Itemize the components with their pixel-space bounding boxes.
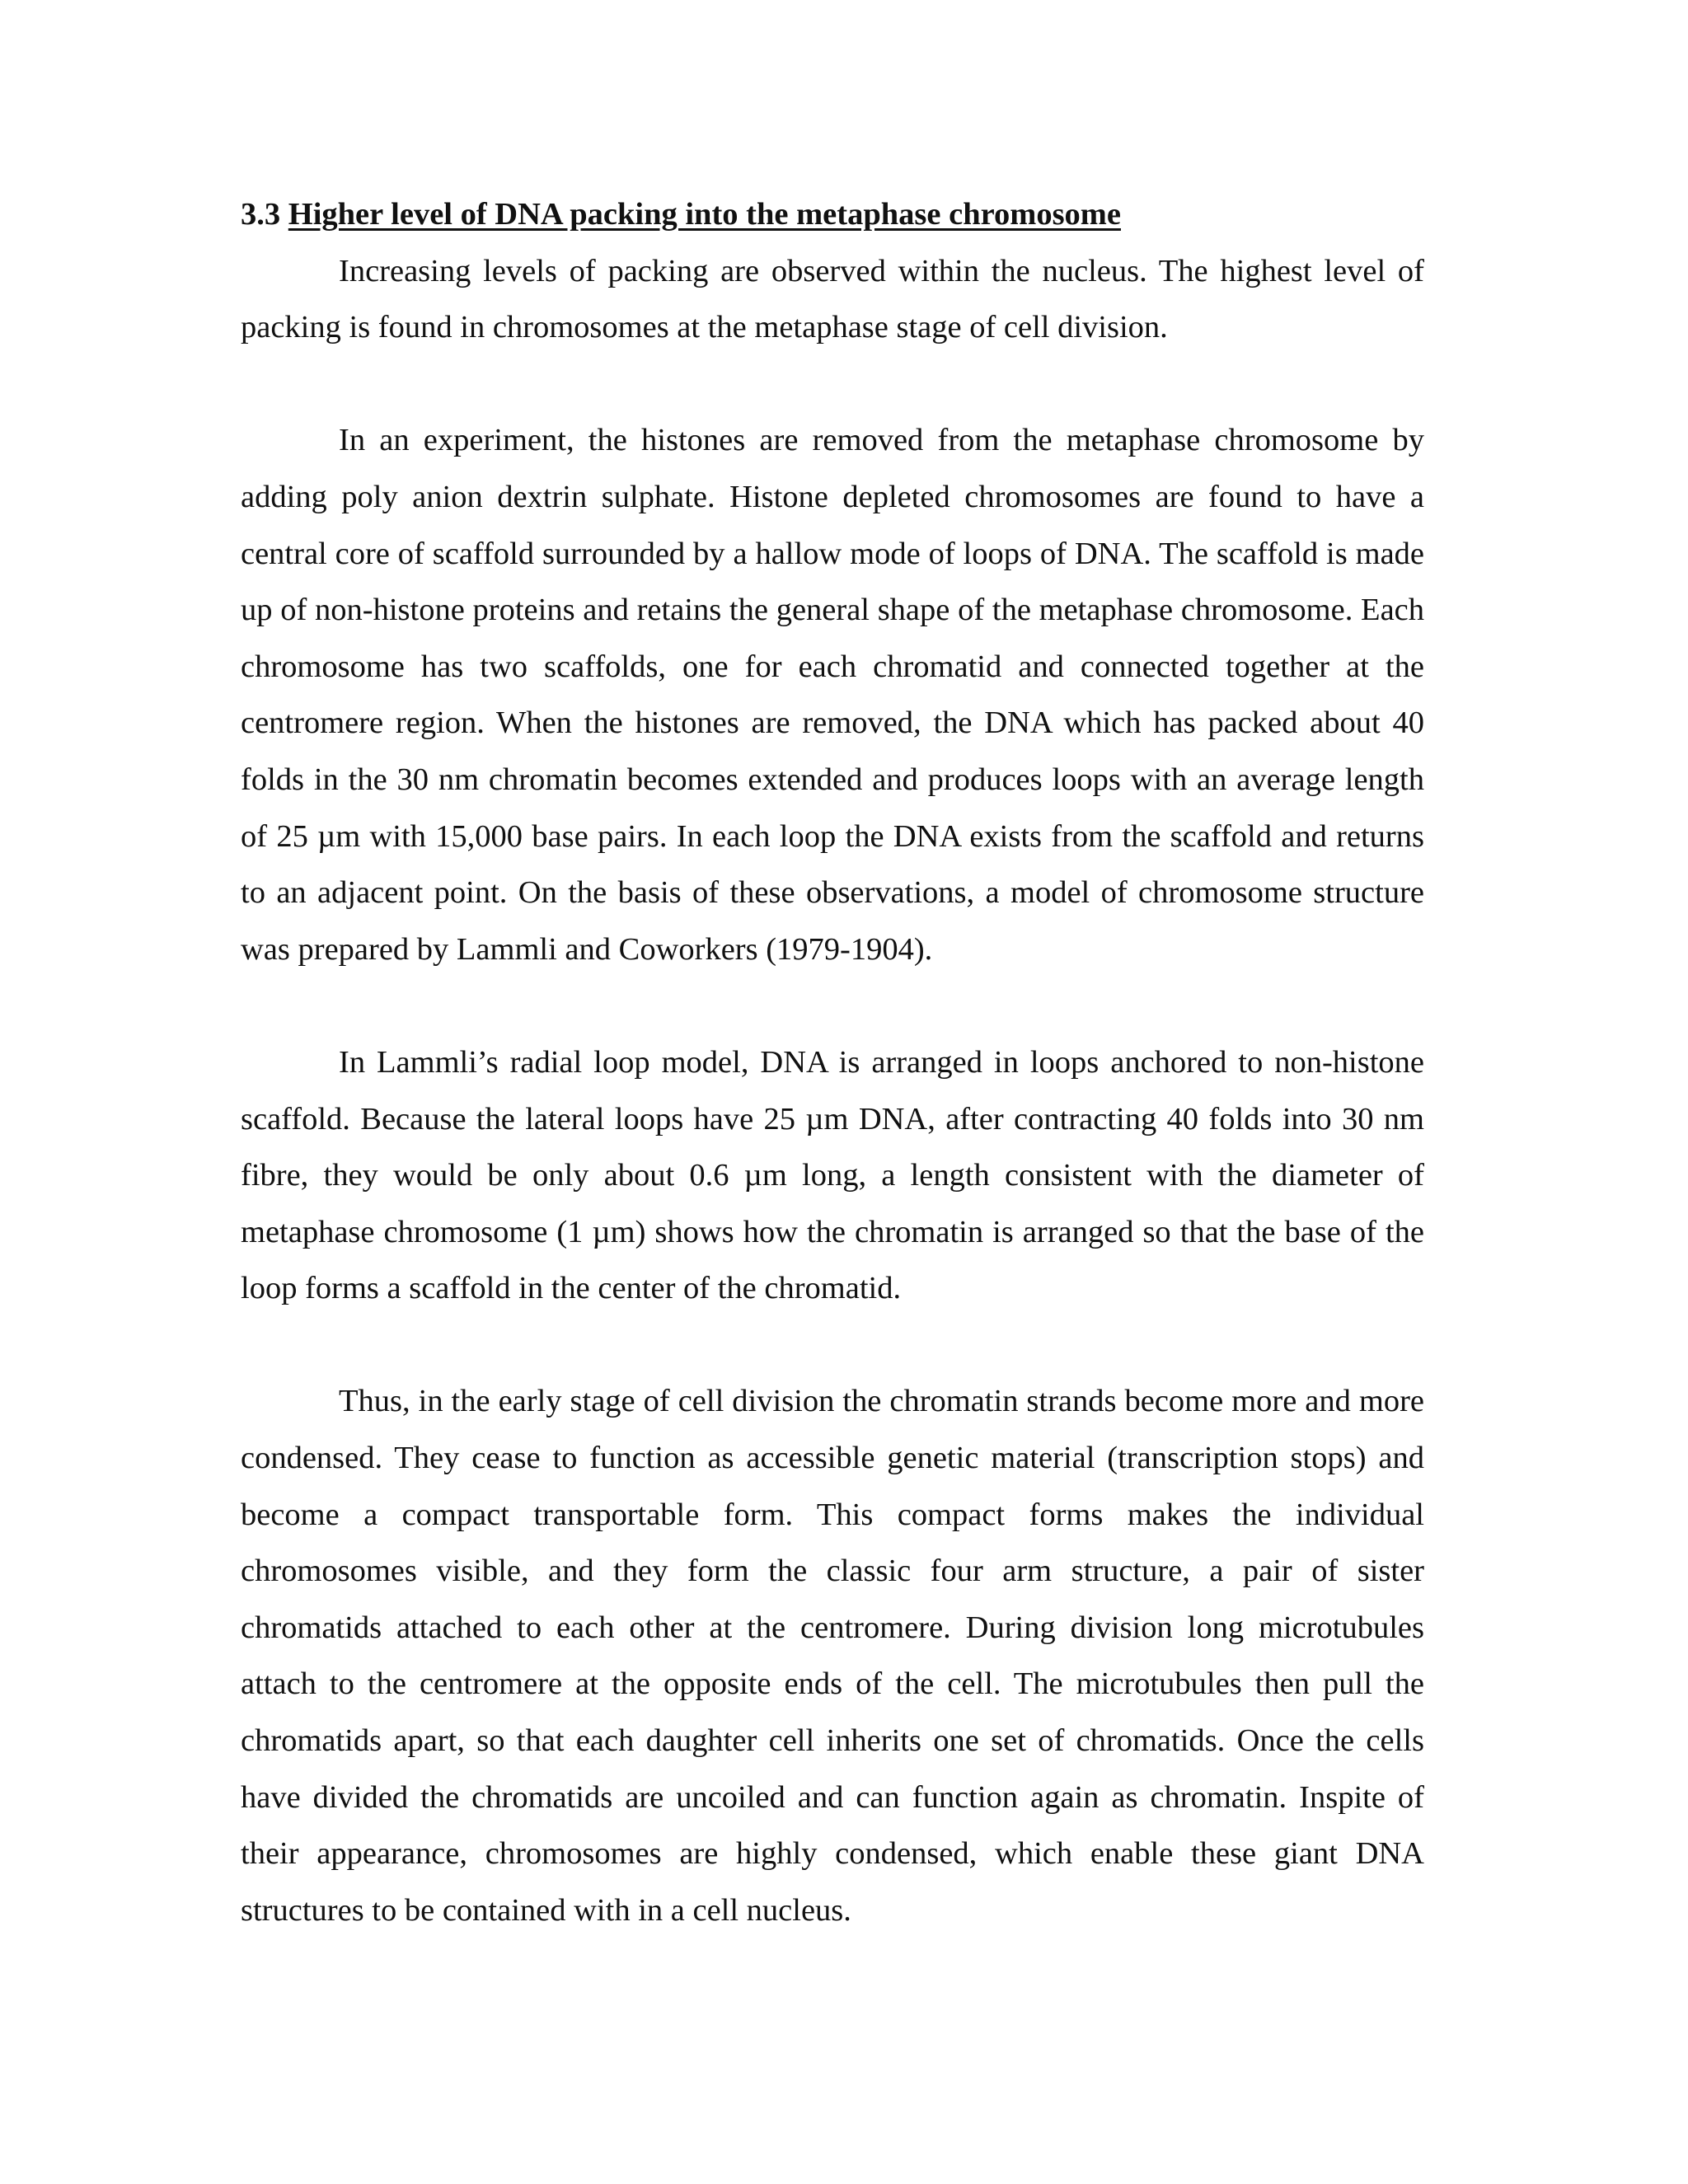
paragraph-intro: Increasing levels of packing are observed within the nucleus. The highest level of packing is found in chromosomes at the metaphase stage of cell division.	[241, 253, 1424, 345]
section-heading	[241, 186, 1424, 243]
paragraph-experiment: In an experiment, the histones are removed from the metaphase chromosome by adding poly anion dextrin sulphate. Histone depleted chromosomes are found to have a central core of scaffold surrounded by a hallow mode of loops of DNA. The scaffold is made up of non-histone proteins and retains the general shape of the metaphase chromosome. Each chromosome has two scaffolds, one for each chromatid and connected together at the centromere region. When the histones are removed, the DNA which has packed about 40 folds in the 30 nm chromatin becomes extended and produces loops with an average length of 25 µm with 15,000 base pairs. In each loop the DNA exists from the scaffold and returns to an adjacent point. On the basis of these observations, a model of chromosome structure was prepared by Lammli and Coworkers (1979-1904).	[241, 423, 1424, 967]
document-page	[241, 186, 1424, 1938]
paragraph-radial-loop-model: In Lammli’s radial loop model, DNA is arranged in loops anchored to non-histone scaffold. Because the lateral loops have 25 µm DNA, after contracting 40 folds into 30 nm fibre, they would be only about 0.6 µm long, a length consistent with the diameter of metaphase chromosome (1 µm) shows how the chromatin is arranged so that the base of the loop forms a scaffold in the center of the chromatid.	[241, 1044, 1424, 1306]
section-number: 3.3	[241, 197, 281, 232]
paragraph-cell-division: Thus, in the early stage of cell division the chromatin strands become more and more condensed. They cease to function as accessible genetic material (transcription stops) and become a compact transportable form. This compact forms makes the individual chromosomes visible, and they form the classic four arm structure, a pair of sister chromatids attached to each other at the centromere. During division long microtubules attach to the centromere at the opposite ends of the cell. The microtubules then pull the chromatids apart, so that each daughter cell inherits one set of chromatids. Once the cells have divided the chromatids are uncoiled and can function again as chromatin. Inspite of their appearance, chromosomes are highly condensed, which enable these giant DNA structures to be contained with in a cell nucleus.	[241, 1384, 1424, 1928]
section-title: Higher level of DNA packing into the metaphase chromosome	[288, 197, 1121, 232]
